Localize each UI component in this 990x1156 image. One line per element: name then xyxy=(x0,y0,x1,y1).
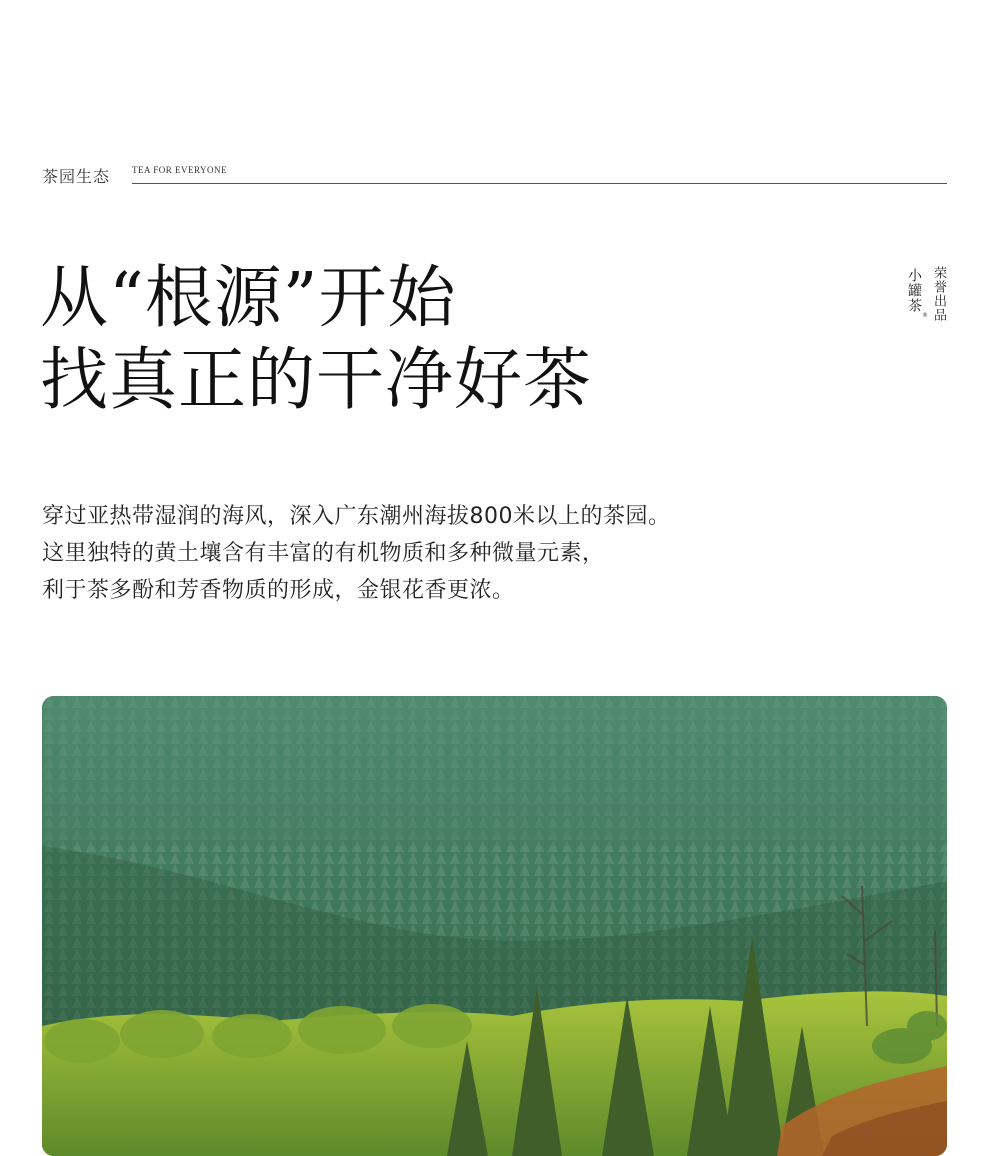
body-line-1: 穿过亚热带湿润的海风，深入广东潮州海拔800米以上的茶园。 xyxy=(42,504,671,529)
tea-garden-photo xyxy=(42,696,947,1156)
registered-mark: ® xyxy=(922,312,928,319)
section-title-en: TEA FOR EVERYONE xyxy=(132,165,228,175)
section-title-cn: 茶园生态 xyxy=(42,167,111,186)
body-text xyxy=(42,498,671,609)
section-divider xyxy=(132,183,947,184)
headline-line-1: 从“根源”开始 xyxy=(40,259,457,338)
forest-landscape-illustration xyxy=(42,696,947,1156)
brand-seal xyxy=(905,266,951,338)
seal-brand: 小罐茶 xyxy=(906,268,922,313)
body-line-2: 这里独特的黄土壤含有丰富的有机物质和多种微量元素， xyxy=(42,541,605,566)
seal-tagline: 荣誉出品 xyxy=(931,266,946,322)
section-header xyxy=(42,160,947,190)
body-line-3: 利于茶多酚和芳香物质的形成，金银花香更浓。 xyxy=(42,578,515,603)
headline xyxy=(40,258,592,422)
headline-line-2: 找真正的干净好茶 xyxy=(40,341,593,420)
